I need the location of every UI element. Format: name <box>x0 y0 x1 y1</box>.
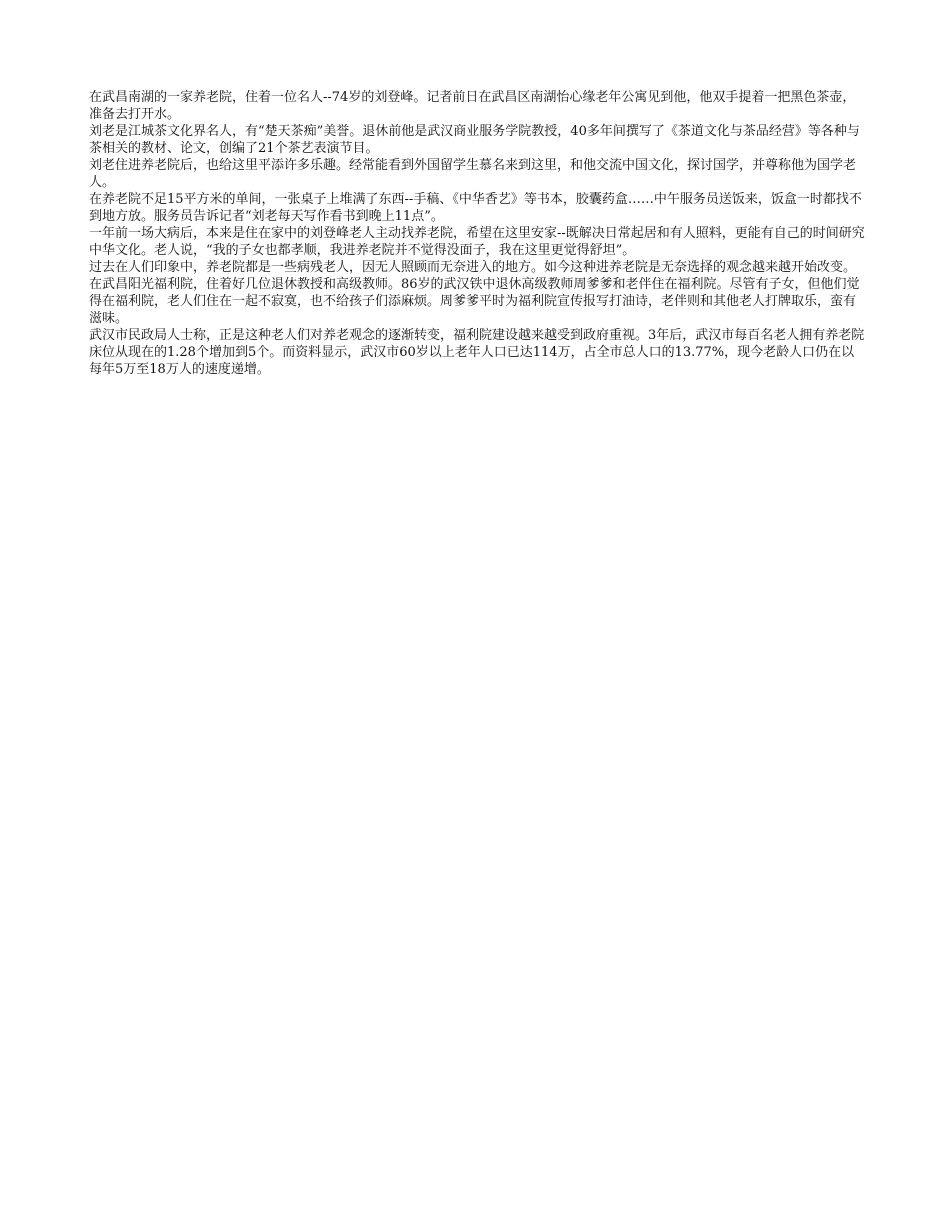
paragraph: 在武昌阳光福利院，住着好几位退休教授和高级教师。86岁的武汉铁中退休高级教师周爹爹和老伴住在福利院。尽管有子女，但他们觉得在福利院，老人们住在一起不寂寞，也不给孩子们添麻烦。周爹爹平时为福利院宣传报写打油诗，老伴则和其他老人打牌取乐，蛮有滋味。 <box>89 277 860 326</box>
paragraph: 刘老住进养老院后，也给这里平添许多乐趣。经常能看到外国留学生慕名来到这里，和他交流中国文化，探讨国学，并尊称他为国学老人。 <box>89 158 857 190</box>
paragraph: 刘老是江城茶文化界名人，有“楚天茶痴”美誉。退休前他是武汉商业服务学院教授，40多年间撰写了《茶道文化与茶品经营》等各种与茶相关的教材、论文，创编了21个茶艺表演节目。 <box>89 124 860 156</box>
paragraph: 在养老院不足15平方米的单间，一张桌子上堆满了东西--手稿、《中华香艺》等书本，胶囊药盒……中午服务员送饭来，饭盒一时都找不到地方放。服务员告诉记者“刘老每天写作看书到晚上11点”。 <box>89 192 862 224</box>
paragraph: 一年前一场大病后，本来是住在家中的刘登峰老人主动找养老院，希望在这里安家--既解决日常起居和有人照料，更能有自己的时间研究中华文化。老人说，“我的子女也都孝顺，我进养老院并不觉得没面子，我在这里更觉得舒坦”。 <box>89 226 865 258</box>
paragraph: 过去在人们印象中，养老院都是一些病残老人，因无人照顾而无奈进入的地方。如今这种进养老院是无奈选择的观念越来越开始改变。 <box>89 260 857 275</box>
paragraph: 武汉市民政局人士称，正是这种老人们对养老观念的逐渐转变，福利院建设越来越受到政府重视。3年后，武汉市每百名老人拥有养老院床位从现在的1.28个增加到5个。而资料显示，武汉市60岁以上老年人口已达114万，占全市总人口的13.77%，现今老龄人口仍在以每年5万至18万人的速度递增。 <box>89 328 865 377</box>
article-body <box>89 89 865 378</box>
paragraph: 在武昌南湖的一家养老院，住着一位名人--74岁的刘登峰。记者前日在武昌区南湖怡心缘老年公寓见到他，他双手提着一把黑色茶壶，准备去打开水。 <box>89 90 856 122</box>
